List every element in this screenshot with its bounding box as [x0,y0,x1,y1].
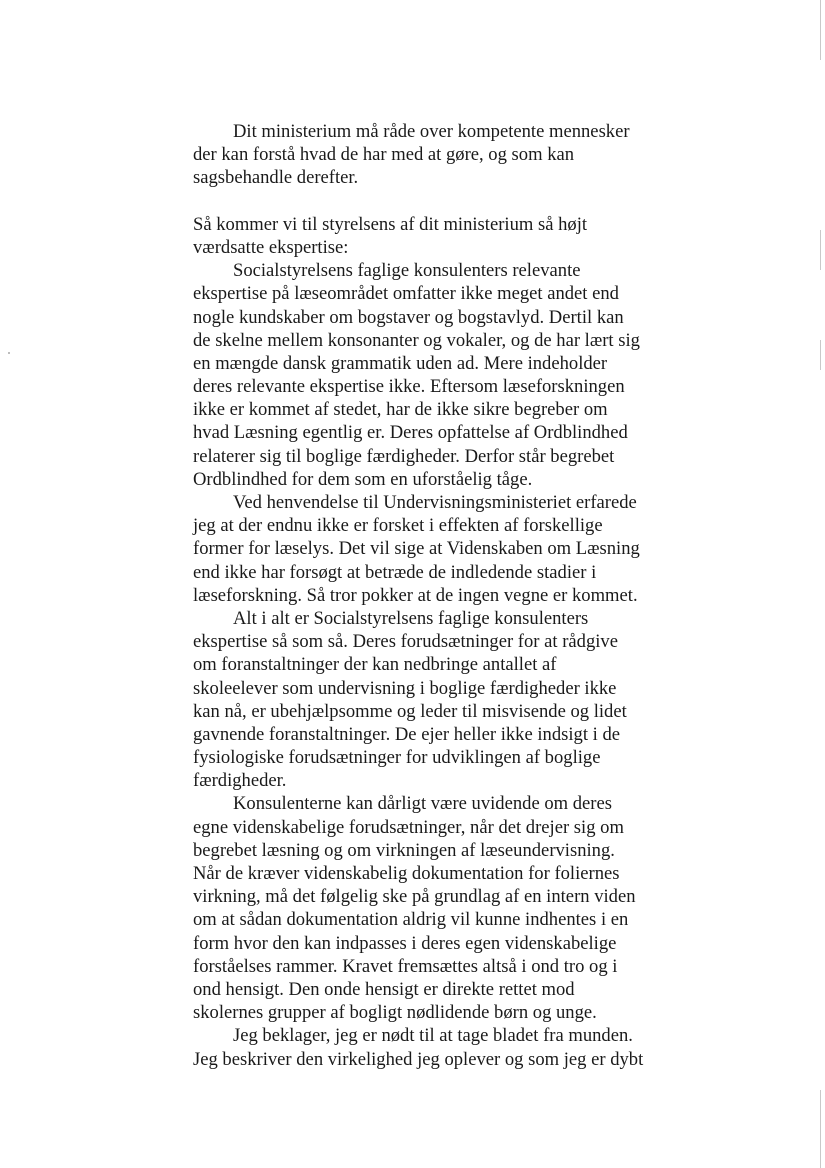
text-line: end ikke har forsøgt at betræde de indledende stadier i [193,561,597,583]
text-line: kan nå, er ubehjælpsomme og leder til misvisende og lidet [193,700,627,722]
paragraph-1 [193,120,663,190]
text-line: de skelne mellem konsonanter og vokaler, og de har lært sig [193,329,640,351]
text-line: begrebet læsning og om virkningen af læseundervisning. [193,839,615,861]
text-line: former for læselys. Det vil sige at Videnskaben om Læsning [193,538,640,560]
text-line: forståelses rammer. Kravet fremsættes altså i ond tro og i [193,955,618,977]
text-line: Ordblindhed for dem som en uforståelig tåge. [193,468,533,490]
text-line: ekspertise så som så. Deres forudsætninger for at rådgive [193,631,618,653]
text-line: færdigheder. [193,770,287,792]
paragraph-6 [193,792,663,1024]
text-line: egne videnskabelige forudsætninger, når det drejer sig om [193,816,624,838]
text-line: skoleelever som undervisning i boglige færdigheder ikke [193,677,617,699]
text-line: form hvor den kan indpasses i deres egen videnskabelige [193,932,617,954]
text-line: ekspertise på læseområdet omfatter ikke meget andet end [193,283,619,305]
text-line: nogle kundskaber om bogstaver og bogstavlyd. Dertil kan [193,306,624,328]
scan-edge-mark [820,340,821,370]
paragraph-5 [193,607,663,793]
text-line: skolernes grupper af bogligt nødlidende børn og unge. [193,1002,597,1024]
text-line: Konsulenterne kan dårligt være uvidende om deres [233,793,612,815]
paragraph-gap [193,190,663,213]
text-line: ikke er kommet af stedet, har de ikke sikre begreber om [193,399,608,421]
scan-speck [8,352,10,354]
text-line: Jeg beklager, jeg er nødt til at tage bladet fra munden. [233,1025,633,1047]
text-line: Socialstyrelsens faglige konsulenters relevante [233,260,581,282]
text-line: sagsbehandle derefter. [193,167,359,189]
text-line: Alt i alt er Socialstyrelsens faglige konsulenters [233,607,589,629]
scan-edge-mark [820,0,821,60]
text-line: gavnende foranstaltninger. De ejer heller ikke indsigt i de [193,723,620,745]
text-line: relaterer sig til boglige færdigheder. Derfor står begrebet [193,445,615,467]
text-line: jeg at der endnu ikke er forsket i effekten af forskellige [193,515,603,537]
text-line: læseforskning. Så tror pokker at de ingen vegne er kommet. [193,584,638,606]
text-line: værdsatte ekspertise: [193,236,349,258]
text-line: en mængde dansk grammatik uden ad. Mere indeholder [193,352,608,374]
text-line: om at sådan dokumentation aldrig vil kunne indhentes i en [193,909,629,931]
text-line: Når de kræver videnskabelig dokumentation for foliernes [193,863,620,884]
text-line: virkning, må det følgelig ske på grundlag af en intern viden [193,886,636,908]
text-line: der kan forstå hvad de har med at gøre, og som kan [193,144,575,166]
paragraph-7 [193,1024,663,1070]
scan-edge-mark [820,230,821,270]
paragraph-4 [193,491,663,607]
text-line: fysiologiske forudsætninger for udviklingen af boglige [193,747,601,769]
scan-edge-mark [820,1090,821,1168]
text-line: Ved henvendelse til Undervisningsministeriet erfarede [233,492,637,513]
paragraph-2 [193,213,663,259]
paragraph-3 [193,259,663,491]
text-line: hvad Læsning egentlig er. Deres opfattelse af Ordblindhed [193,422,628,444]
letter-body [193,120,663,1071]
text-line: ond hensigt. Den onde hensigt er direkte rettet mod [193,978,575,1000]
text-line: Så kommer vi til styrelsens af dit ministerium så højt [193,213,588,235]
text-line: Jeg beskriver den virkelighed jeg oplever og som jeg er dybt [193,1048,644,1070]
text-line: om foranstaltninger der kan nedbringe antallet af [193,654,557,676]
text-line: Dit ministerium må råde over kompetente mennesker [233,121,630,142]
text-line: deres relevante ekspertise ikke. Eftersom læseforskningen [193,376,625,398]
